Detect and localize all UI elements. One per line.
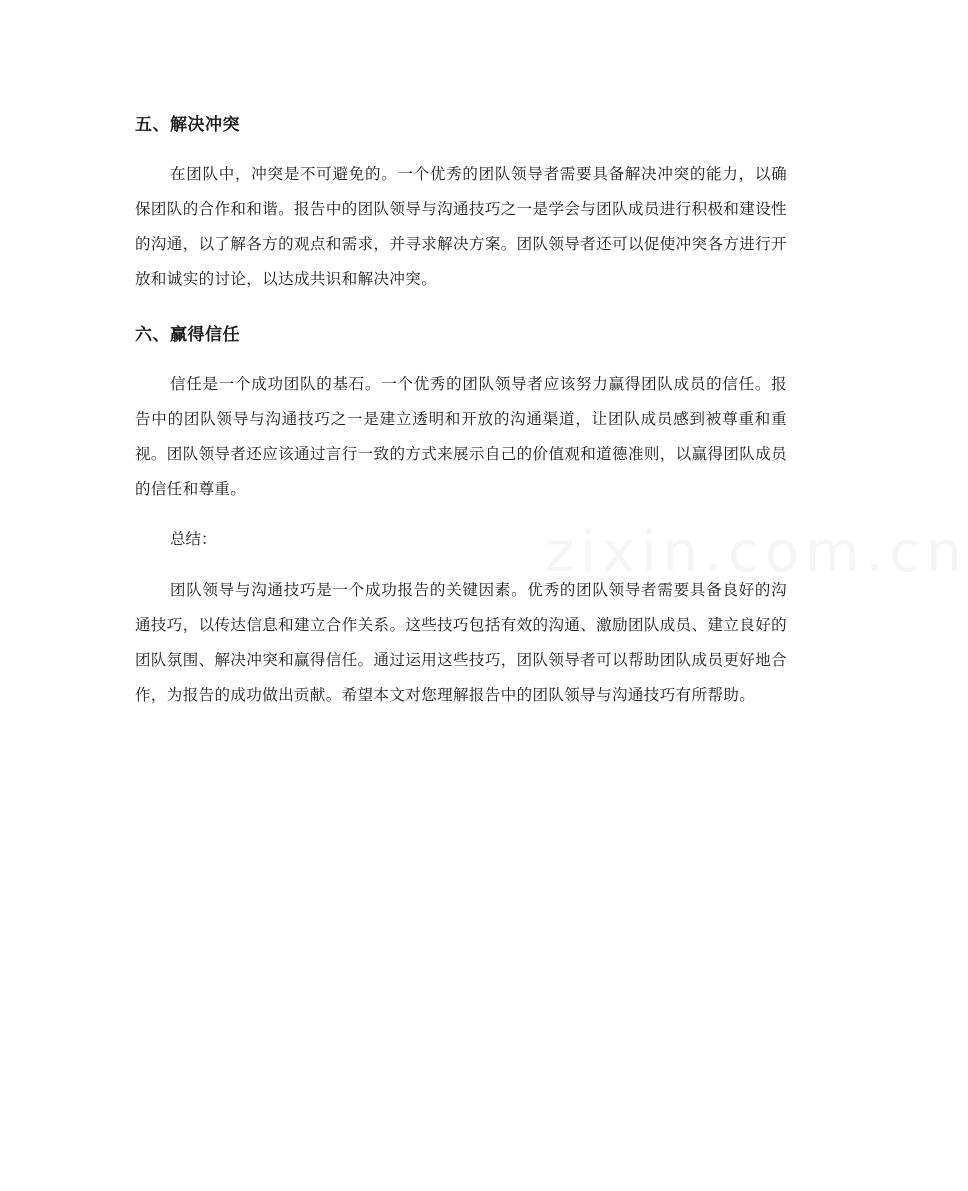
section-heading-resolve-conflict: 五、解决冲突 <box>135 115 240 135</box>
summary-paragraph: 团队领导与沟通技巧是一个成功报告的关键因素。优秀的团队领导者需要具备良好的沟通技巧，以传达信息和建立合作关系。这些技巧包括有效的沟通、激励团队成员、建立良好的团队氛围、解决冲突和赢得信任。通过运用这些技巧，团队领导者可以帮助团队成员更好地合作，为报告的成功做出贡献。希望本文对您理解报告中的团队领导与沟通技巧有所帮助。 <box>135 581 787 704</box>
section-heading-win-trust: 六、赢得信任 <box>135 325 240 345</box>
summary-label: 总结： <box>170 530 217 548</box>
section-paragraph-win-trust: 信任是一个成功团队的基石。一个优秀的团队领导者应该努力赢得团队成员的信任。报告中的团队领导与沟通技巧之一是建立透明和开放的沟通渠道，让团队成员感到被尊重和重视。团队领导者还应该通过言行一致的方式来展示自己的价值观和道德准则，以赢得团队成员的信任和尊重。 <box>135 375 787 498</box>
watermark-text: zixin.com.cn <box>545 520 968 585</box>
section-paragraph-resolve-conflict: 在团队中，冲突是不可避免的。一个优秀的团队领导者需要具备解决冲突的能力，以确保团队的合作和和谐。报告中的团队领导与沟通技巧之一是学会与团队成员进行积极和建设性的沟通，以了解各方的观点和需求，并寻求解决方案。团队领导者还可以促使冲突各方进行开放和诚实的讨论，以达成共识和解决冲突。 <box>135 165 787 288</box>
